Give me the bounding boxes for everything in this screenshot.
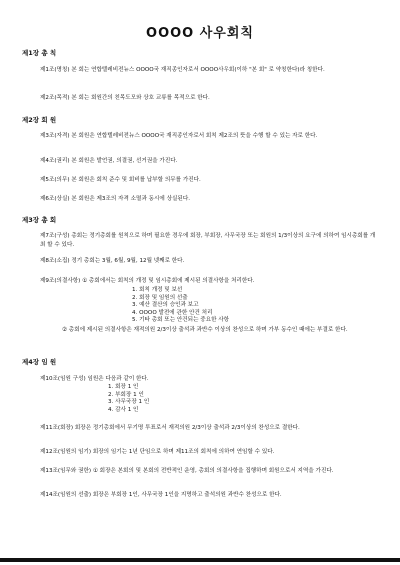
article-heading: 제2조(목적) (40, 95, 70, 101)
article (40, 132, 378, 141)
agenda-list (132, 287, 229, 325)
officer-list (108, 384, 149, 414)
list-item: 2. 회장 및 임원의 선출 (132, 294, 188, 301)
article-heading: 제13조(임무와 권한) (40, 468, 92, 474)
article-body: 임원은 다음과 같이 한다. (87, 376, 149, 382)
article (40, 448, 378, 457)
chapter-heading: 제4장 임 원 (22, 358, 57, 366)
article (40, 232, 378, 249)
article (40, 467, 378, 476)
article (40, 176, 378, 185)
list-item: 4. 감사 1 인 (108, 406, 139, 413)
list-item: 1. 회칙 개정 및 보선 (132, 287, 183, 293)
article (40, 491, 378, 500)
article-heading: 제10조(임원 구성) (40, 376, 86, 382)
list-item: 2. 부회장 1 인 (108, 391, 144, 398)
article-body: 본 회원은 제3조의 자격 소멸과 동시에 상실된다. (71, 196, 191, 202)
article-body: 본 회원은 발언권, 의결권, 선거권을 가진다. (71, 158, 178, 164)
article-heading: 제11조(회장) (40, 425, 74, 431)
article (40, 277, 378, 286)
article-body: 본 회는 연합텔레비전뉴스 OOOO국 재직종인자로서 OOOO사우회(이하 "본 회" 로 약칭한다)라 칭한다. (71, 67, 325, 73)
article-heading: 제8조(소집) (40, 258, 70, 264)
article-heading: 제3조(자격) (40, 133, 70, 139)
list-item: 4. OOOO 발전에 관한 안건 처리 (132, 309, 213, 316)
article-heading: 제14조(임원의 선출) (40, 492, 92, 498)
article-body: 회장은 부회장 1인, 사무국장 1인을 지명하고 출석의원 과반수 찬성으로 한다. (92, 492, 282, 498)
list-item: 3. 예산 결산의 승인과 보고 (132, 302, 199, 308)
article-body: 회장의 임기는 1년 단임으로 하며 제11조의 회칙에 의하여 연임할 수 있다. (92, 449, 275, 455)
article-body: ① 회장은 본회의 및 본회의 전반적인 운영, 총회의 의결사항을 집행하며 회원으로서 지역을 가진다. (92, 468, 334, 474)
article (40, 375, 378, 384)
article (40, 66, 378, 75)
chapter-heading: 제1장 총 칙 (22, 49, 57, 57)
article-body: ① 총회에서는 회칙의 개정 및 임시총회에 제시된 의결사항을 처리한다. (82, 278, 255, 284)
article (40, 195, 378, 204)
article (40, 257, 378, 266)
article-heading: 제4조(권리) (40, 158, 70, 164)
list-item: 1. 회장 1 인 (108, 384, 139, 390)
article-heading: 제1조(명칭) (40, 67, 70, 73)
chapter-heading: 제2장 회 원 (22, 116, 57, 124)
article-heading: 제12조(임원의 임기) (40, 449, 92, 455)
article-heading: 제5조(의무) (40, 177, 70, 183)
article-body: 본 회원은 회칙 준수 및 회비를 납부할 의무를 가진다. (71, 177, 201, 183)
article-heading: 제9조(의결사항) (40, 278, 81, 284)
list-item: 5. 기타 총회 또는 안건되는 중요한 사항 (132, 317, 230, 323)
chapter-heading: 제3장 총 회 (22, 216, 57, 224)
article-body: 본 회는 회원간의 친목도모와 상호 교류를 목적으로 한다. (71, 95, 210, 101)
article-heading: 제6조(상실) (40, 196, 70, 202)
article (40, 157, 378, 166)
list-item: 3. 사무국장 1 인 (108, 399, 150, 405)
article (40, 424, 378, 433)
article (40, 94, 378, 103)
article-body: 본 회원은 연합텔레비전뉴스 OOOO국 재직종인자로서 회칙 제2조의 뜻을 수행 할 수 있는 자로 한다. (71, 133, 318, 139)
article-body: 정기 총회는 3월, 6월, 9월, 12월 넷째로 한다. (71, 258, 185, 264)
document-title: OOOO 사우회칙 (146, 26, 254, 41)
article-body: 총회는 정기총회를 원칙으로 하며 필요한 경우에 회장, 부회장, 사무국장 또는 회원의 1/3이상의 요구에 의하여 임시총회를 개최 할 수 있다. (40, 233, 376, 248)
bottom-divider (0, 558, 400, 562)
article-heading: 제7조(구성) (40, 233, 70, 239)
article-body: 회장은 정기총회에서 무기명 투표로서 재적의원 2/3이상 출석과 2/3이상의 찬성으로 결한다. (74, 425, 300, 431)
article-paragraph: ② 총회에 제시된 의결사항은 재적의원 2/3이상 출석과 과반수 이상의 찬성으로 하며 가부 동수인 때에는 부결로 한다. (62, 327, 348, 333)
